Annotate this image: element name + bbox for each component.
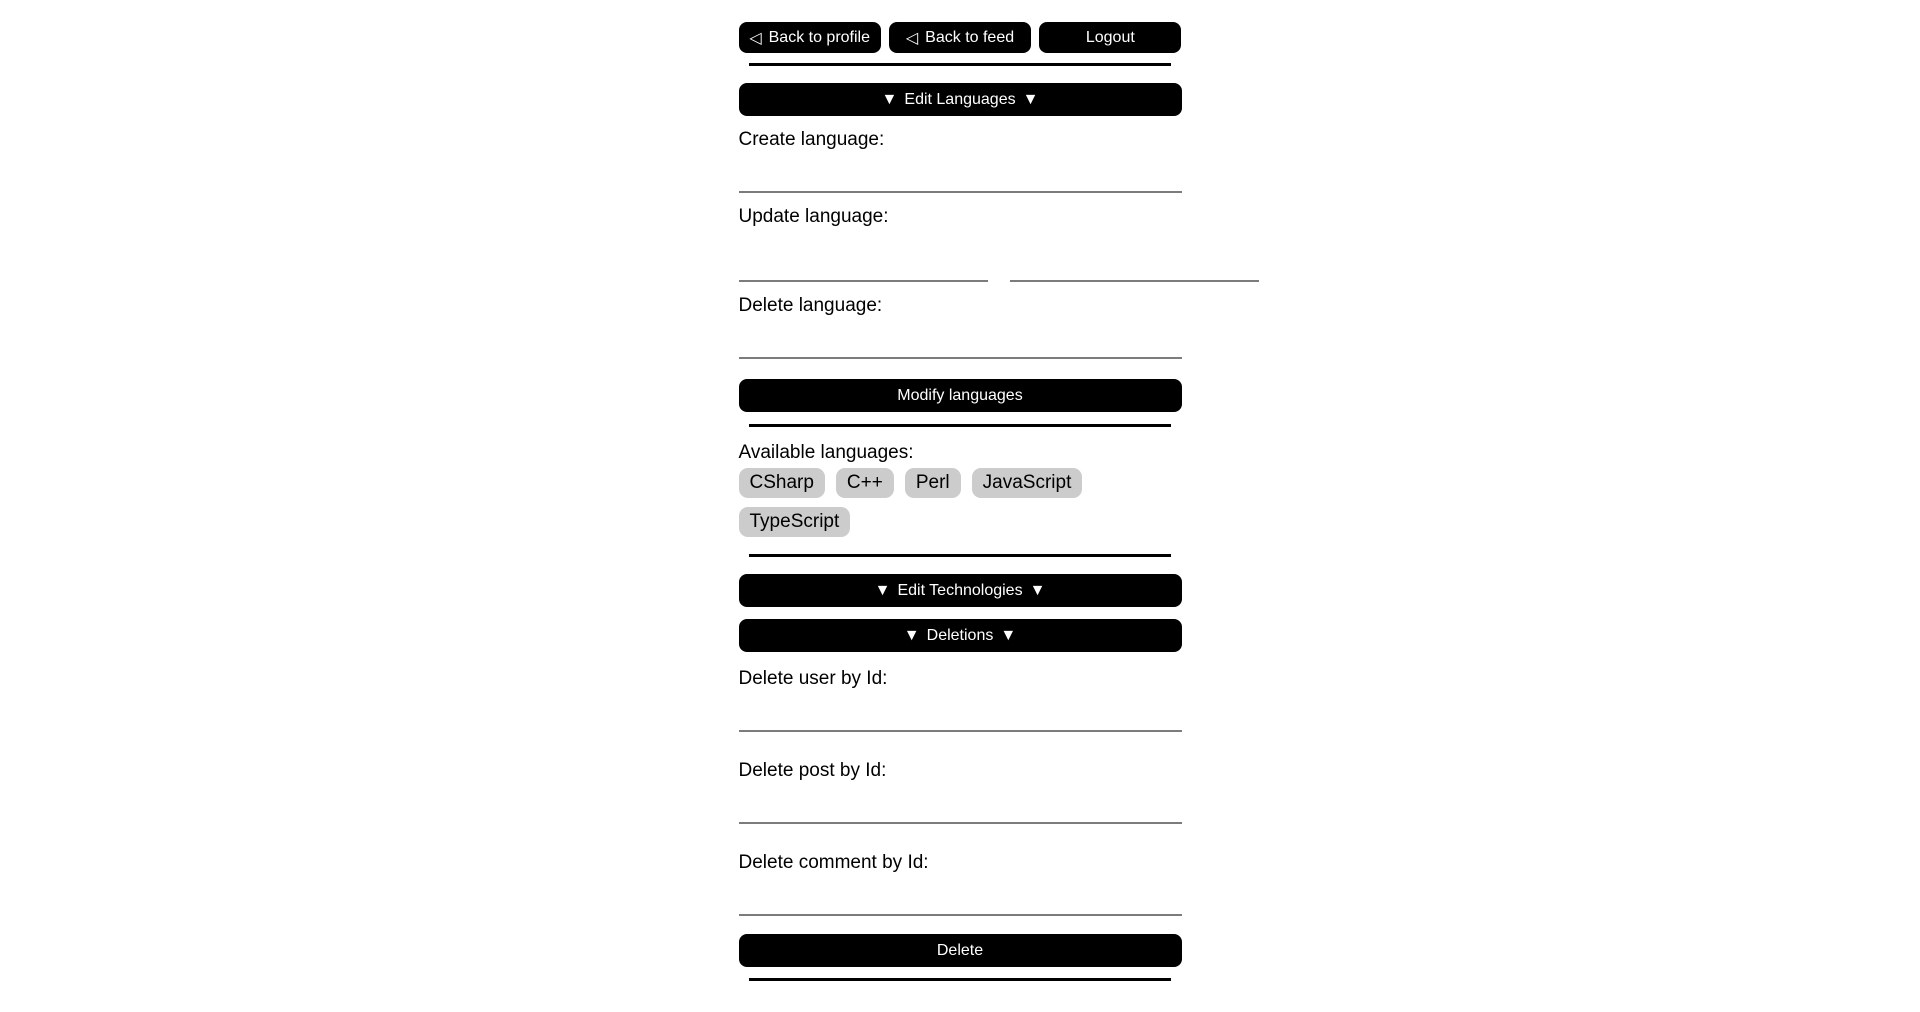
update-language-new-input[interactable] bbox=[1010, 244, 1259, 282]
delete-comment-label: Delete comment by Id: bbox=[738, 852, 929, 873]
deletions-toggle[interactable] bbox=[739, 619, 1182, 652]
delete-post-label: Delete post by Id: bbox=[738, 760, 887, 781]
edit-languages-toggle[interactable] bbox=[739, 83, 1182, 116]
language-tag: CSharp bbox=[739, 468, 825, 498]
back-to-profile-label: Back to profile bbox=[768, 28, 871, 46]
create-language-input[interactable] bbox=[739, 155, 1182, 193]
available-languages-label: Available languages: bbox=[738, 442, 914, 463]
language-tag: C++ bbox=[836, 468, 894, 498]
create-language-label: Create language: bbox=[738, 129, 885, 150]
back-to-feed-button[interactable] bbox=[889, 22, 1031, 53]
divider bbox=[749, 63, 1171, 66]
delete-comment-id-input[interactable] bbox=[739, 878, 1182, 916]
language-tag: TypeScript bbox=[739, 507, 851, 537]
divider bbox=[749, 554, 1171, 557]
modify-languages-button[interactable] bbox=[739, 379, 1182, 412]
update-language-row bbox=[739, 244, 1182, 282]
top-button-row bbox=[739, 22, 1182, 53]
deletions-toggle-label: Deletions bbox=[926, 626, 994, 644]
chevron-down-icon: ▼ bbox=[874, 581, 891, 599]
update-language-old-input[interactable] bbox=[739, 244, 988, 282]
edit-languages-toggle-label: Edit Languages bbox=[904, 90, 1016, 108]
delete-button-label: Delete bbox=[936, 941, 984, 959]
chevron-down-icon: ▼ bbox=[1029, 581, 1046, 599]
chevron-down-icon: ▼ bbox=[881, 90, 898, 108]
logout-button[interactable] bbox=[1039, 22, 1181, 53]
available-languages-list bbox=[739, 468, 1159, 537]
modify-languages-label: Modify languages bbox=[897, 386, 1023, 404]
back-to-profile-button[interactable] bbox=[739, 22, 881, 53]
back-icon: ◁ bbox=[749, 29, 762, 47]
back-icon: ◁ bbox=[905, 29, 919, 47]
language-tag: Perl bbox=[905, 468, 961, 498]
edit-technologies-toggle-label: Edit Technologies bbox=[897, 581, 1023, 599]
logout-label: Logout bbox=[1085, 28, 1135, 46]
chevron-down-icon: ▼ bbox=[903, 626, 920, 644]
delete-post-id-input[interactable] bbox=[739, 786, 1182, 824]
divider bbox=[749, 978, 1171, 981]
language-tag: JavaScript bbox=[972, 468, 1083, 498]
chevron-down-icon: ▼ bbox=[1000, 626, 1017, 644]
delete-language-input[interactable] bbox=[739, 321, 1182, 359]
back-to-feed-label: Back to feed bbox=[925, 28, 1015, 46]
chevron-down-icon: ▼ bbox=[1022, 90, 1039, 108]
delete-user-label: Delete user by Id: bbox=[738, 668, 888, 689]
delete-language-label: Delete language: bbox=[738, 295, 883, 316]
edit-technologies-toggle[interactable] bbox=[739, 574, 1182, 607]
delete-button[interactable] bbox=[739, 934, 1182, 967]
delete-user-id-input[interactable] bbox=[739, 694, 1182, 732]
divider bbox=[749, 424, 1171, 427]
main-column bbox=[739, 0, 1182, 981]
update-language-label: Update language: bbox=[738, 206, 889, 227]
